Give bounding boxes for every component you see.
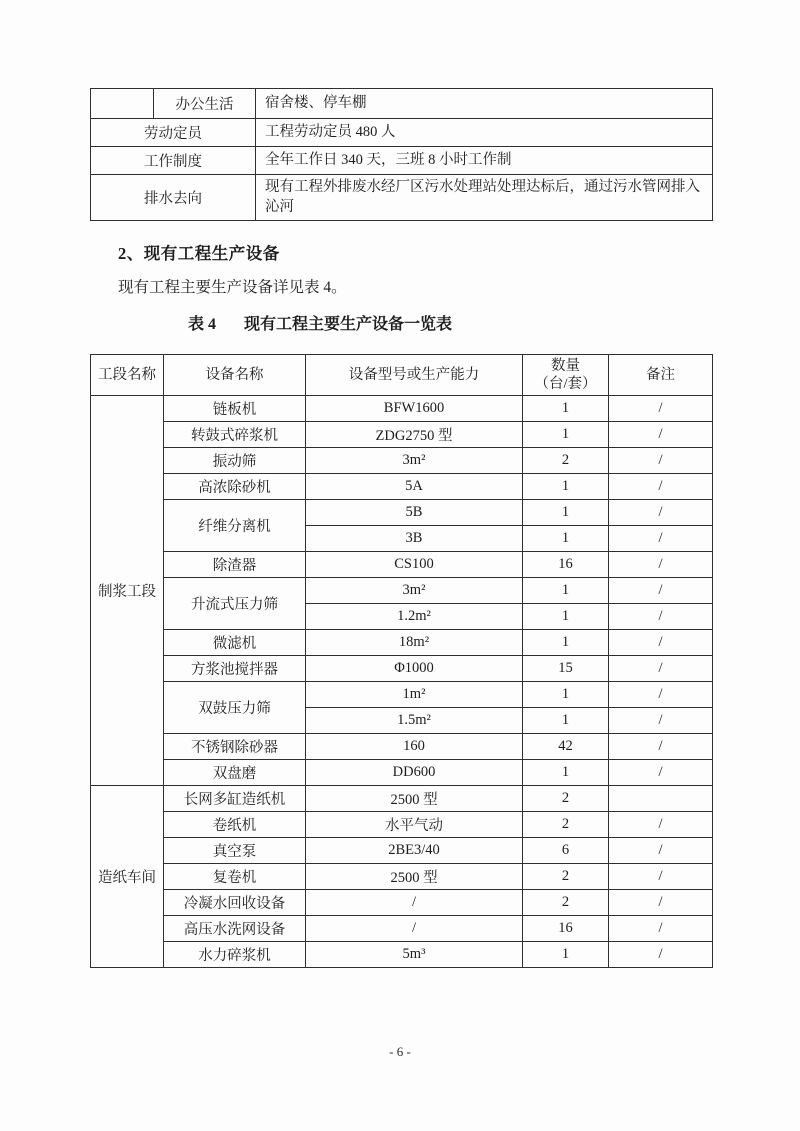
device-name-cell: 微滤机: [164, 629, 306, 655]
model-cell: 5B: [306, 499, 523, 525]
table-row: [91, 89, 713, 119]
info-value-cell: 宿舍楼、停车棚: [256, 89, 713, 119]
note-cell: /: [609, 551, 713, 577]
equipment-table: [90, 354, 713, 968]
model-cell: ZDG2750 型: [306, 421, 523, 447]
page-content: [90, 88, 712, 968]
device-name-cell: 升流式压力筛: [164, 577, 306, 629]
model-cell: 1.2m²: [306, 603, 523, 629]
qty-cell: 1: [523, 577, 609, 603]
table-row: [91, 499, 713, 525]
qty-cell: 42: [523, 733, 609, 759]
table-row: [91, 863, 713, 889]
model-cell: 5A: [306, 473, 523, 499]
table-row: [91, 837, 713, 863]
note-cell: /: [609, 577, 713, 603]
table-caption-number: 表 4: [188, 315, 217, 333]
device-name-cell: 卷纸机: [164, 811, 306, 837]
device-name-cell: 纤维分离机: [164, 499, 306, 551]
table-row: [91, 447, 713, 473]
device-name-cell: 水力碎浆机: [164, 941, 306, 967]
model-cell: Φ1000: [306, 655, 523, 681]
table-row: [91, 655, 713, 681]
table-row: [91, 785, 713, 811]
header-note-cell: 备注: [609, 354, 713, 395]
device-name-cell: 除渣器: [164, 551, 306, 577]
qty-cell: 2: [523, 863, 609, 889]
section-heading: 2、现有工程生产设备: [118, 243, 280, 263]
info-value-cell: 现有工程外排废水经厂区污水处理站处理达标后，通过污水管网排入沁河: [256, 175, 713, 221]
model-cell: 3m²: [306, 577, 523, 603]
qty-cell: 2: [523, 785, 609, 811]
header-model-cell: 设备型号或生产能力: [306, 354, 523, 395]
note-cell: /: [609, 655, 713, 681]
table-row: [91, 759, 713, 785]
note-cell: /: [609, 863, 713, 889]
note-cell: /: [609, 421, 713, 447]
model-cell: 2BE3/40: [306, 837, 523, 863]
table-row: [91, 473, 713, 499]
note-cell: /: [609, 811, 713, 837]
info-label-cell: 排水去向: [91, 175, 256, 221]
note-cell: /: [609, 603, 713, 629]
table-row: [91, 889, 713, 915]
qty-cell: 1: [523, 707, 609, 733]
header-device-cell: 设备名称: [164, 354, 306, 395]
model-cell: 1.5m²: [306, 707, 523, 733]
note-cell: /: [609, 707, 713, 733]
table-row: [91, 681, 713, 707]
table-row: [91, 941, 713, 967]
device-name-cell: 链板机: [164, 395, 306, 421]
model-cell: CS100: [306, 551, 523, 577]
note-cell: /: [609, 499, 713, 525]
device-name-cell: 转鼓式碎浆机: [164, 421, 306, 447]
model-cell: 3m²: [306, 447, 523, 473]
note-cell: /: [609, 759, 713, 785]
qty-cell: 1: [523, 525, 609, 551]
table-caption-title: 现有工程主要生产设备一览表: [244, 315, 453, 333]
qty-cell: 2: [523, 447, 609, 473]
note-cell: /: [609, 525, 713, 551]
table-row: [91, 147, 713, 175]
header-section-cell: 工段名称: [91, 354, 164, 395]
model-cell: 18m²: [306, 629, 523, 655]
table-row: [91, 175, 713, 221]
qty-cell: 1: [523, 395, 609, 421]
table-caption: [188, 311, 712, 334]
model-cell: 5m³: [306, 941, 523, 967]
note-cell: /: [609, 915, 713, 941]
device-name-cell: 振动筛: [164, 447, 306, 473]
table-header-row: [91, 354, 713, 395]
model-cell: /: [306, 889, 523, 915]
note-cell: /: [609, 733, 713, 759]
model-cell: 160: [306, 733, 523, 759]
info-value-cell: 工程劳动定员 480 人: [256, 119, 713, 147]
info-value-cell: 全年工作日 340 天，三班 8 小时工作制: [256, 147, 713, 175]
note-cell: [609, 785, 713, 811]
device-name-cell: 高压水洗网设备: [164, 915, 306, 941]
qty-cell: 1: [523, 681, 609, 707]
device-name-cell: 复卷机: [164, 863, 306, 889]
header-qty-line1: 数量: [551, 357, 580, 374]
note-cell: /: [609, 681, 713, 707]
facility-info-table: [90, 88, 713, 221]
device-name-cell: 真空泵: [164, 837, 306, 863]
note-cell: /: [609, 941, 713, 967]
table-row: [91, 395, 713, 421]
page-number: - 6 -: [389, 1044, 411, 1059]
device-name-cell: 双盘磨: [164, 759, 306, 785]
note-cell: /: [609, 447, 713, 473]
note-cell: /: [609, 889, 713, 915]
note-cell: /: [609, 473, 713, 499]
table-row: [91, 577, 713, 603]
empty-cell: [91, 89, 154, 119]
qty-cell: 2: [523, 811, 609, 837]
device-name-cell: 高浓除砂机: [164, 473, 306, 499]
section-name-cell: 造纸车间: [91, 785, 164, 967]
device-name-cell: 双鼓压力筛: [164, 681, 306, 733]
model-cell: 2500 型: [306, 863, 523, 889]
header-qty-cell: [523, 354, 609, 395]
qty-cell: 15: [523, 655, 609, 681]
section-name-cell: 制浆工段: [91, 395, 164, 785]
note-cell: /: [609, 395, 713, 421]
qty-cell: 1: [523, 499, 609, 525]
table-row: [91, 811, 713, 837]
qty-cell: 1: [523, 629, 609, 655]
device-name-cell: 长网多缸造纸机: [164, 785, 306, 811]
model-cell: 1m²: [306, 681, 523, 707]
device-name-cell: 冷凝水回收设备: [164, 889, 306, 915]
table-row: [91, 629, 713, 655]
note-cell: /: [609, 629, 713, 655]
info-label-cell: 工作制度: [91, 147, 256, 175]
header-qty-line2: （台/套）: [534, 375, 597, 392]
model-cell: 水平气动: [306, 811, 523, 837]
model-cell: /: [306, 915, 523, 941]
qty-cell: 1: [523, 759, 609, 785]
model-cell: BFW1600: [306, 395, 523, 421]
device-name-cell: 不锈钢除砂器: [164, 733, 306, 759]
info-label-cell: 办公生活: [154, 89, 256, 119]
table-row: [91, 551, 713, 577]
qty-cell: 2: [523, 889, 609, 915]
qty-cell: 1: [523, 603, 609, 629]
info-label-cell: 劳动定员: [91, 119, 256, 147]
table-row: [91, 421, 713, 447]
qty-cell: 16: [523, 915, 609, 941]
table-row: [91, 119, 713, 147]
qty-cell: 6: [523, 837, 609, 863]
qty-cell: 1: [523, 473, 609, 499]
note-cell: /: [609, 837, 713, 863]
table-row: [91, 915, 713, 941]
qty-cell: 16: [523, 551, 609, 577]
model-cell: 2500 型: [306, 785, 523, 811]
device-name-cell: 方浆池搅拌器: [164, 655, 306, 681]
qty-cell: 1: [523, 941, 609, 967]
qty-cell: 1: [523, 421, 609, 447]
model-cell: 3B: [306, 525, 523, 551]
table-row: [91, 733, 713, 759]
model-cell: DD600: [306, 759, 523, 785]
body-paragraph: 现有工程主要生产设备详见表 4。: [118, 278, 347, 296]
